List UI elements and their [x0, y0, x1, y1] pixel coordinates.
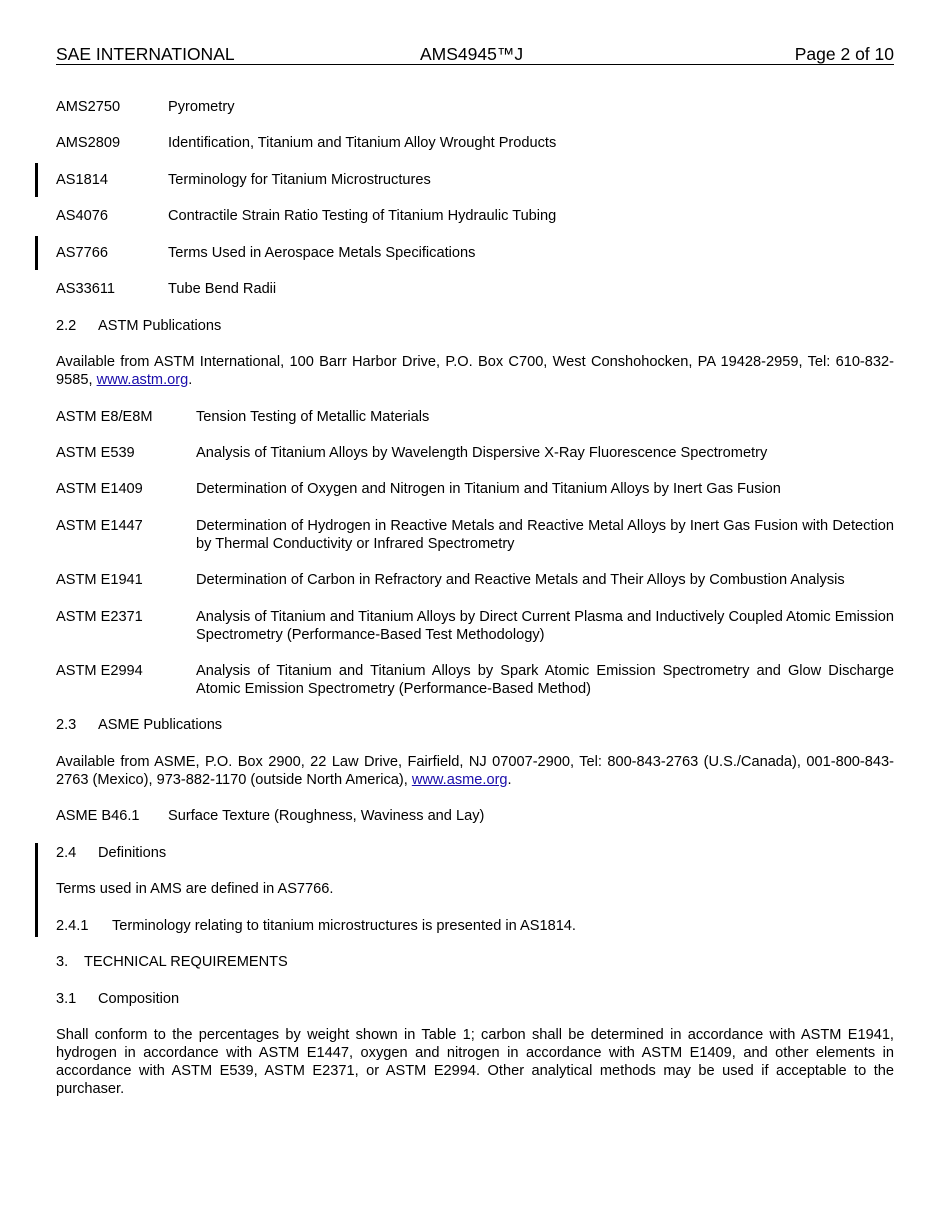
header-org: SAE INTERNATIONAL — [56, 44, 235, 64]
availability-end: . — [507, 772, 512, 788]
section-title: Definitions — [98, 845, 167, 861]
ref-title: Analysis of Titanium and Titanium Alloys by Spark Atomic Emission Spectrometry and Glow Discharge Atomic Emission Spectrometry (Performance-Based Method) — [196, 663, 894, 697]
ref-title: Determination of Oxygen and Nitrogen in Titanium and Titanium Alloys by Inert Gas Fusion — [196, 481, 781, 497]
ref-title: Determination of Carbon in Refractory and Reactive Metals and Their Alloys by Combustion Analysis — [196, 572, 845, 588]
ref-title: Surface Texture (Roughness, Waviness and Lay) — [168, 808, 485, 824]
section-heading-technical — [56, 953, 288, 971]
astm-link[interactable]: www.astm.org — [96, 372, 189, 388]
availability-text: Available from ASME, P.O. Box 2900, 22 Law Drive, Fairfield, NJ 07007-2900, Tel: 800-843-2763 (U.S./Canada), 001-800-843-2763 (Mexico), 973-882-1170 (outside North America), — [56, 754, 894, 788]
section-title: ASME Publications — [98, 717, 223, 733]
change-bar — [35, 236, 38, 270]
ref-title: Pyrometry — [168, 99, 235, 115]
section-title: TECHNICAL REQUIREMENTS — [84, 954, 288, 970]
ref-code: AS33611 — [56, 281, 115, 297]
astm-availability — [56, 353, 894, 389]
definitions-text: Terms used in AMS are defined in AS7766. — [56, 881, 334, 897]
availability-end: . — [188, 372, 193, 388]
availability-text: Available from ASTM International, 100 Barr Harbor Drive, P.O. Box C700, West Conshohocken, PA 19428-2959, Tel: 610-832-9585, — [56, 354, 894, 388]
header-page-number: Page 2 of 10 — [794, 44, 894, 64]
section-heading-composition — [56, 990, 179, 1008]
ref-title: Terms Used in Aerospace Metals Specifications — [168, 245, 476, 261]
ref-code: AS4076 — [56, 208, 108, 224]
section-number: 2.4 — [56, 845, 77, 861]
ref-title: Determination of Hydrogen in Reactive Metals and Reactive Metal Alloys by Inert Gas Fusion with Detection by Thermal Conductivity or Infrared Spectrometry — [196, 518, 894, 552]
section-title: Composition — [98, 991, 180, 1007]
ref-title: Terminology for Titanium Microstructures — [168, 172, 431, 188]
header-doc-number: AMS4945™J — [420, 44, 524, 64]
ref-title: Analysis of Titanium Alloys by Wavelength Dispersive X-Ray Fluorescence Spectrometry — [196, 445, 768, 461]
ref-code: ASTM E2994 — [56, 663, 143, 679]
ref-code: ASTM E1447 — [56, 518, 143, 534]
section-heading-asme — [56, 716, 222, 734]
section-heading-definitions — [56, 844, 166, 862]
ref-code: ASTM E539 — [56, 445, 135, 461]
ref-title: Analysis of Titanium and Titanium Alloys by Direct Current Plasma and Inductively Coupled Atomic Emission Spectrometry (Performance-Based Test Methodology) — [196, 609, 894, 643]
ref-code: AMS2809 — [56, 135, 121, 151]
ref-code: ASTM E1941 — [56, 572, 143, 588]
asme-link[interactable]: www.asme.org — [411, 772, 508, 788]
ref-code: AS1814 — [56, 172, 108, 188]
ref-code: ASTM E8/E8M — [56, 409, 153, 425]
ref-code: AS7766 — [56, 245, 108, 261]
section-number: 2.2 — [56, 318, 77, 334]
composition-text: Shall conform to the percentages by weight shown in Table 1; carbon shall be determined in accordance with ASTM E1941, hydrogen in accordance with ASTM E1447, oxygen and nitrogen in accordance with ASTM E1409, and other elements in accordance with ASTM E539, ASTM E2371, or ASTM E2994. Other analytical methods may be used if acceptable to the purchaser. — [56, 1027, 894, 1097]
ref-code: ASTM E1409 — [56, 481, 143, 497]
subsection-2-4-1 — [56, 917, 576, 935]
ref-code: AMS2750 — [56, 99, 121, 115]
ref-code: ASTM E2371 — [56, 609, 143, 625]
section-heading-astm — [56, 317, 221, 335]
ref-code: ASME B46.1 — [56, 808, 140, 824]
section-title: ASTM Publications — [98, 318, 222, 334]
ref-title: Tension Testing of Metallic Materials — [196, 409, 430, 425]
subsection-text: Terminology relating to titanium microstructures is presented in AS1814. — [112, 918, 576, 934]
change-bar — [35, 843, 38, 937]
section-number: 3. — [56, 954, 69, 970]
ref-title: Identification, Titanium and Titanium Alloy Wrought Products — [168, 135, 557, 151]
change-bar — [35, 163, 38, 197]
page-header — [56, 44, 894, 65]
section-number: 2.3 — [56, 717, 77, 733]
ref-title: Contractile Strain Ratio Testing of Titanium Hydraulic Tubing — [168, 208, 557, 224]
asme-availability — [56, 753, 894, 789]
section-number: 2.4.1 — [56, 918, 89, 934]
ref-title: Tube Bend Radii — [168, 281, 277, 297]
section-number: 3.1 — [56, 991, 77, 1007]
